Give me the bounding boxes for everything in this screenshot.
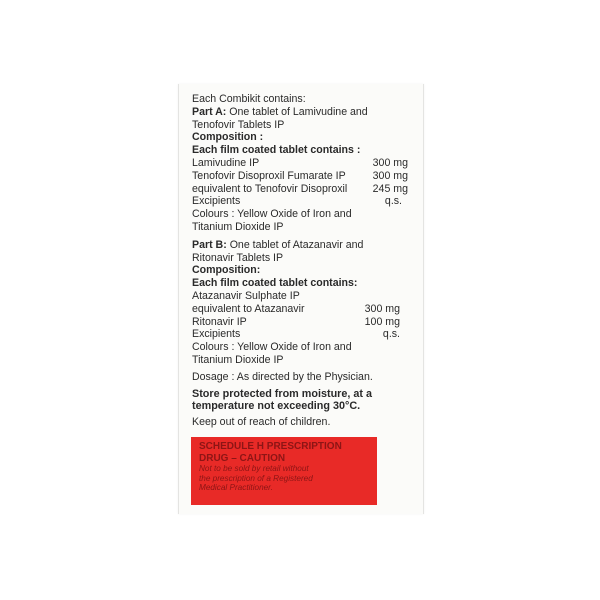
ingredient-value: 300 mg [372,169,408,182]
ingredient-name: Atazanavir Sulphate IP [192,289,300,302]
part-a-item [192,183,416,196]
part-a-item [192,157,416,170]
part-a-item [192,195,416,208]
part-b-item [192,328,416,341]
part-b-colours1: Colours : Yellow Oxide of Iron and [192,341,352,354]
ingredient-name: Tenofovir Disoproxil Fumarate IP [192,169,346,182]
ingredient-value: q.s. [384,195,402,208]
part-a-colours2: Titanium Dioxide IP [192,220,284,233]
ingredient-value: 300 mg [372,156,408,169]
part-b-colours2: Titanium Dioxide IP [192,353,284,366]
part-b-item [192,316,416,329]
dosage-text: Dosage : As directed by the Physician. [192,370,373,383]
schedule-body-1: Not to be sold by retail without [199,464,309,473]
schedule-title-2: DRUG – CAUTION [199,452,286,464]
storage-line1: Store protected from moisture, at a [192,387,372,400]
schedule-title-1: SCHEDULE H PRESCRIPTION [199,441,342,452]
ingredient-name: equivalent to Tenofovir Disoproxil [192,182,348,195]
schedule-body-2: the prescription of a Registered [199,473,313,483]
part-a-each: Each film coated tablet contains : [192,144,361,157]
ingredient-name: Excipients [192,195,241,208]
intro-text: Each Combikit contains: [192,93,306,105]
schedule-h-warning-box [191,437,377,505]
part-b-each: Each film coated tablet contains: [192,277,358,290]
product-label [192,93,416,429]
ingredient-value: 245 mg [372,182,408,195]
ingredient-value: q.s. [382,328,400,341]
part-b-text1: One tablet of Atazanavir and [229,238,364,251]
storage-line2: temperature not exceeding 30°C. [192,399,361,412]
part-a-text2: Tenofovir Tablets IP [192,118,285,131]
part-b-text2: Ritonavir Tablets IP [192,251,284,264]
part-b-line1 [192,239,416,252]
part-b-composition: Composition: [192,264,261,277]
part-a-colours1: Colours : Yellow Oxide of Iron and [192,208,352,221]
part-a-text1: One tablet of Lamivudine and [229,105,368,118]
ingredient-name: Excipients [192,328,241,341]
part-a-line1 [192,106,416,119]
part-b-item [192,303,416,316]
ingredient-name: Ritonavir IP [192,315,247,328]
ingredient-value: 100 mg [364,315,400,328]
part-a-composition: Composition : [192,131,264,144]
part-b-heading: Part B: [192,238,227,251]
ingredient-value: 300 mg [364,302,400,315]
part-b-item [192,290,416,303]
schedule-body-3: Medical Practitioner. [199,483,273,493]
part-a-heading: Part A: [192,105,227,118]
keep-away-text: Keep out of reach of children. [192,416,331,429]
part-a-item [192,170,416,183]
ingredient-name: Lamivudine IP [192,156,260,169]
ingredient-name: equivalent to Atazanavir [192,302,305,315]
